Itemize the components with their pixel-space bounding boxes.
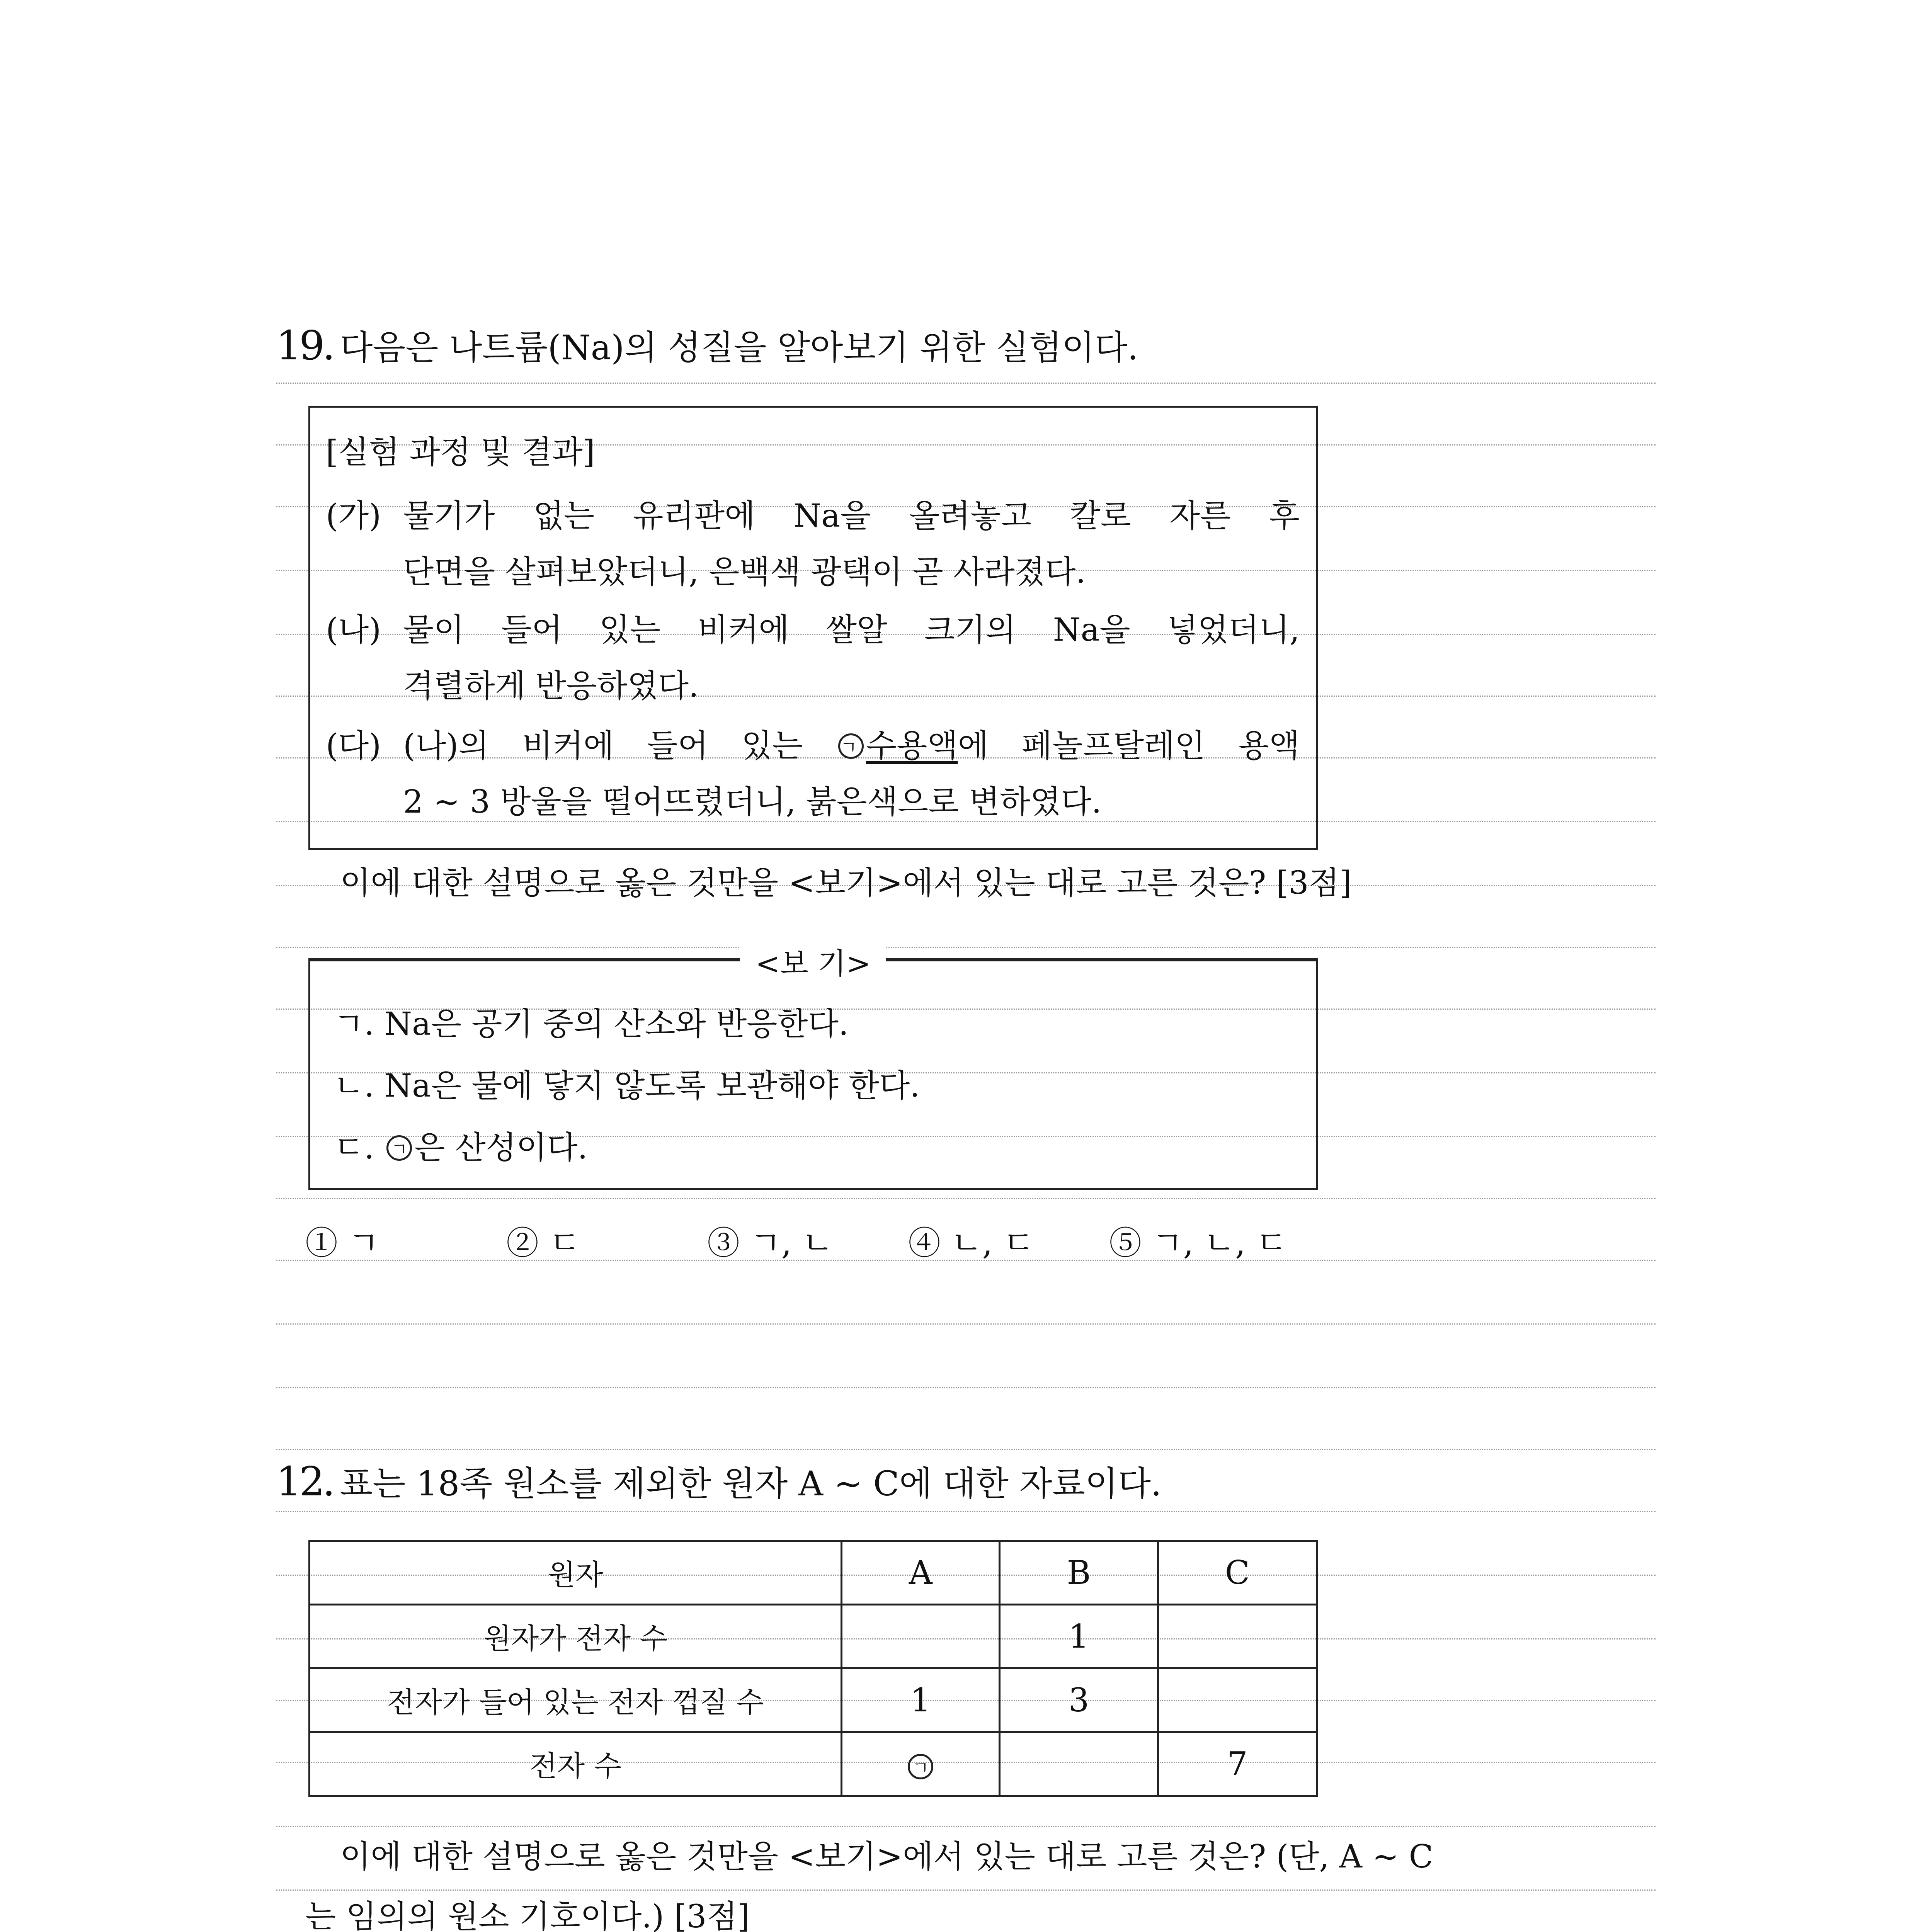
step-text: 물이 들어 있는 비커에 쌀알 크기의 Na을 넣었더니, <box>403 612 1300 648</box>
question-12-title <box>276 1457 1162 1505</box>
table-row <box>310 1605 1317 1668</box>
marker-giyeok: ㄱ <box>838 733 864 759</box>
table-header-cell: B <box>1000 1541 1158 1605</box>
table-cell: 전자 수 <box>310 1732 842 1796</box>
ruled-line <box>276 1511 1656 1512</box>
question-number: 19. <box>276 322 333 369</box>
answer-choice-2[interactable]: ② ㄷ <box>506 1224 580 1262</box>
bogi-item: ㄷ. ㄱ 은 산성이다. <box>334 1129 588 1166</box>
table-cell: 1 <box>1000 1605 1158 1668</box>
question-19-prompt: 이에 대한 설명으로 옳은 것만을 <보기>에서 있는 대로 고른 것은? [3점] <box>340 865 1352 901</box>
table-cell: 원자가 전자 수 <box>310 1605 842 1668</box>
question-text: 표는 18족 원소를 제외한 원자 A ~ C에 대한 자료이다. <box>340 1464 1162 1503</box>
step-text: 2 ~ 3 방울을 떨어뜨렸더니, 붉은색으로 변하였다. <box>403 784 1102 820</box>
table-row <box>310 1668 1317 1732</box>
step-text: 격렬하게 반응하였다. <box>403 668 699 704</box>
question-12-prompt-line2: 는 임의의 원소 기호이다.) [3점] <box>305 1898 750 1932</box>
underlined-solution: 수용액 <box>866 728 958 764</box>
table-header-cell: C <box>1158 1541 1317 1605</box>
marker-giyeok: ㄱ <box>386 1135 412 1161</box>
table-cell <box>1158 1605 1317 1668</box>
marker-giyeok: ㄱ <box>908 1754 933 1779</box>
ruled-line <box>276 1889 1656 1891</box>
answer-choice-3[interactable]: ③ ㄱ, ㄴ <box>707 1224 834 1262</box>
step-label: (나) <box>326 612 381 648</box>
table-row <box>310 1732 1317 1796</box>
ruled-line <box>276 383 1656 384</box>
step-label: (다) <box>326 728 381 764</box>
table-cell <box>842 1605 1000 1668</box>
question-text: 다음은 나트륨(Na)의 성질을 알아보기 위한 실험이다. <box>340 328 1138 367</box>
question-19-title <box>276 321 1138 369</box>
ruled-line <box>276 1826 1656 1827</box>
question-12-prompt-line1: 이에 대한 설명으로 옳은 것만을 <보기>에서 있는 대로 고른 것은? (단, A ~ C <box>340 1838 1433 1875</box>
table-cell <box>1000 1732 1158 1796</box>
experiment-box <box>308 406 1318 850</box>
ruled-line <box>276 1323 1656 1325</box>
answer-choice-4[interactable]: ④ ㄴ, ㄷ <box>908 1224 1035 1262</box>
answer-choice-5[interactable]: ⑤ ㄱ, ㄴ, ㄷ <box>1109 1224 1287 1262</box>
table-header-cell: 원자 <box>310 1541 842 1605</box>
bogi-title: <보 기> <box>310 940 1316 982</box>
step-label: (가) <box>326 498 381 534</box>
experiment-heading: [실험 과정 및 결과] <box>326 434 595 471</box>
table-cell: 7 <box>1158 1732 1317 1796</box>
bogi-item: ㄱ. Na은 공기 중의 산소와 반응한다. <box>334 1006 849 1043</box>
table-cell <box>1158 1668 1317 1732</box>
step-text: (나)의 비커에 들어 있는 ㄱ 수용액에 페놀프탈레인 용액 <box>403 728 1300 764</box>
table-cell: 전자가 들어 있는 전자 껍질 수 <box>310 1668 842 1732</box>
table-cell: 3 <box>1000 1668 1158 1732</box>
answer-choice-1[interactable]: ① ㄱ <box>305 1224 379 1262</box>
ruled-line <box>276 1387 1656 1388</box>
step-text: 단면을 살펴보았더니, 은백색 광택이 곧 사라졌다. <box>403 554 1086 590</box>
step-text: 물기가 없는 유리판에 Na을 올려놓고 칼로 자른 후 <box>403 498 1300 534</box>
ruled-line <box>276 1449 1656 1450</box>
table-cell: 1 <box>842 1668 1000 1732</box>
atom-data-table <box>308 1540 1318 1797</box>
table-header-row <box>310 1541 1317 1605</box>
table-cell <box>842 1732 1000 1796</box>
question-number: 12. <box>276 1458 333 1505</box>
ruled-line <box>276 1198 1656 1199</box>
table-header-cell: A <box>842 1541 1000 1605</box>
bogi-item: ㄴ. Na은 물에 닿지 않도록 보관해야 한다. <box>334 1068 920 1104</box>
bogi-box <box>308 946 1318 1190</box>
